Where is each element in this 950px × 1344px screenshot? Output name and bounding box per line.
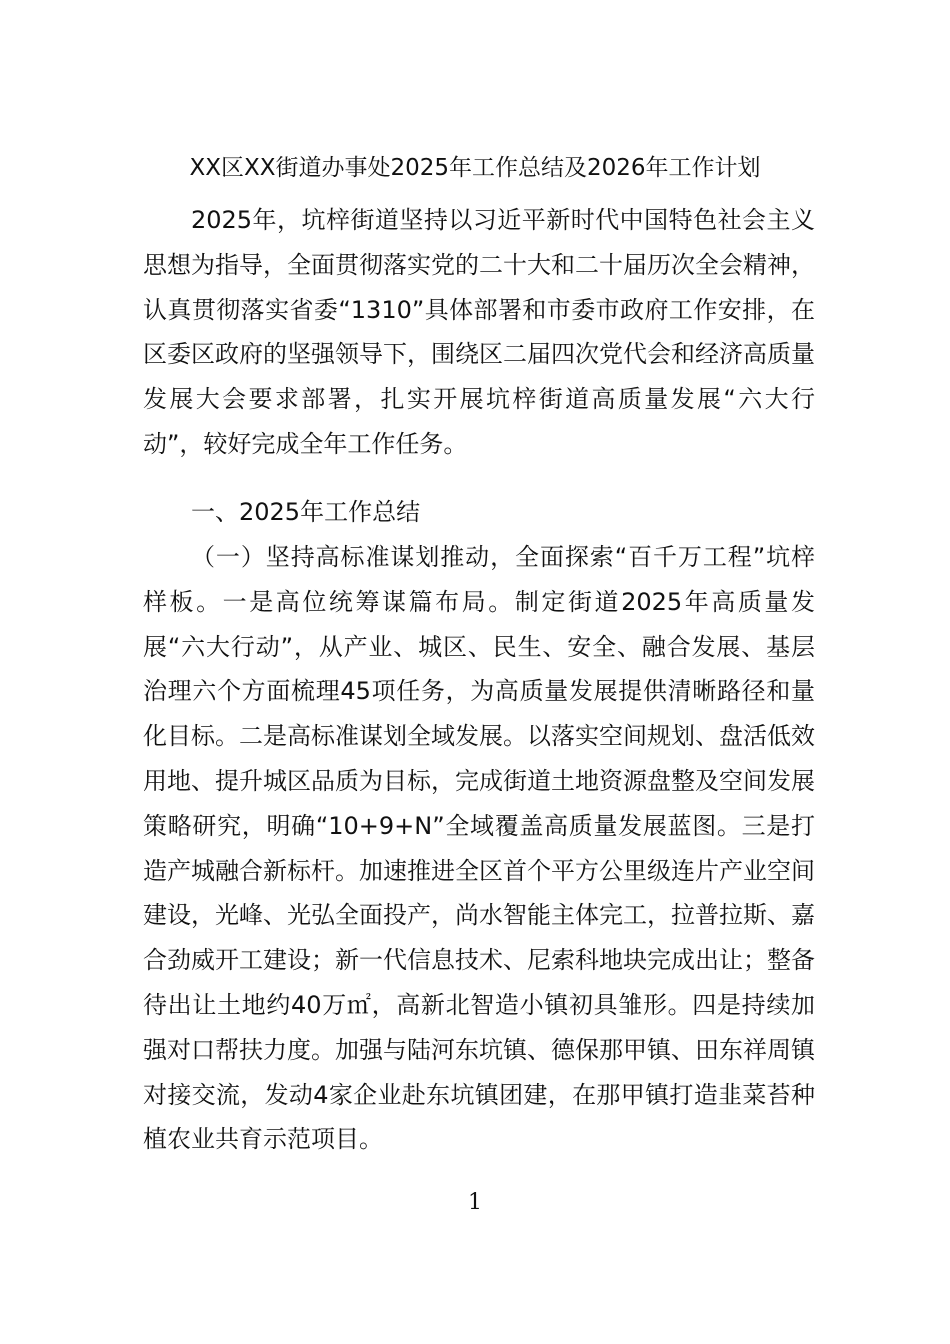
section-paragraph-1: （一）坚持高标准谋划推动，全面探索“百千万工程”坑梓样板。一是高位统筹谋篇布局。制定街道2025年高质量发展“六大行动”，从产业、城区、民生、安全、融合发展、基层治理六个方面梳理45项任务，为高质量发展提供清晰路径和量化目标。二是高标准谋划全域发展。以落实空间规划、盘活低效用地、提升城区品质为目标，完成街道土地资源盘整及空间发展策略研究，明确“10+9+N”全域覆盖高质量发展蓝图。三是打造产城融合新标杆。加速推进全区首个平方公里级连片产业空间建设，光峰、光弘全面投产，尚水智能主体完工，拉普拉斯、嘉合劲威开工建设；新一代信息技术、尼索科地块完成出让；整备待出让土地约40万㎡，高新北智造小镇初具雏形。四是持续加强对口帮扶力度。加强与陆河东坑镇、德保那甲镇、田东祥周镇对接交流，发动4家企业赴东坑镇团建，在那甲镇打造韭菜苔种植农业共育示范项目。 — [143, 543, 815, 1154]
intro-paragraph: 2025年，坑梓街道坚持以习近平新时代中国特色社会主义思想为指导，全面贯彻落实党的二十大和二十届历次全会精神，认真贯彻落实省委“1310”具体部署和市委市政府工作安排，在区委区政府的坚强领导下，围绕区二届四次党代会和经济高质量发展大会要求部署，扎实开展坑梓街道高质量发展“六大行动”，较好完成全年工作任务。 — [143, 206, 815, 458]
document-title: XX区XX街道办事处2025年工作总结及2026年工作计划 — [189, 155, 761, 181]
section-heading-2025-summary: 一、2025年工作总结 — [191, 498, 421, 526]
page-number: 1 — [468, 1190, 482, 1215]
